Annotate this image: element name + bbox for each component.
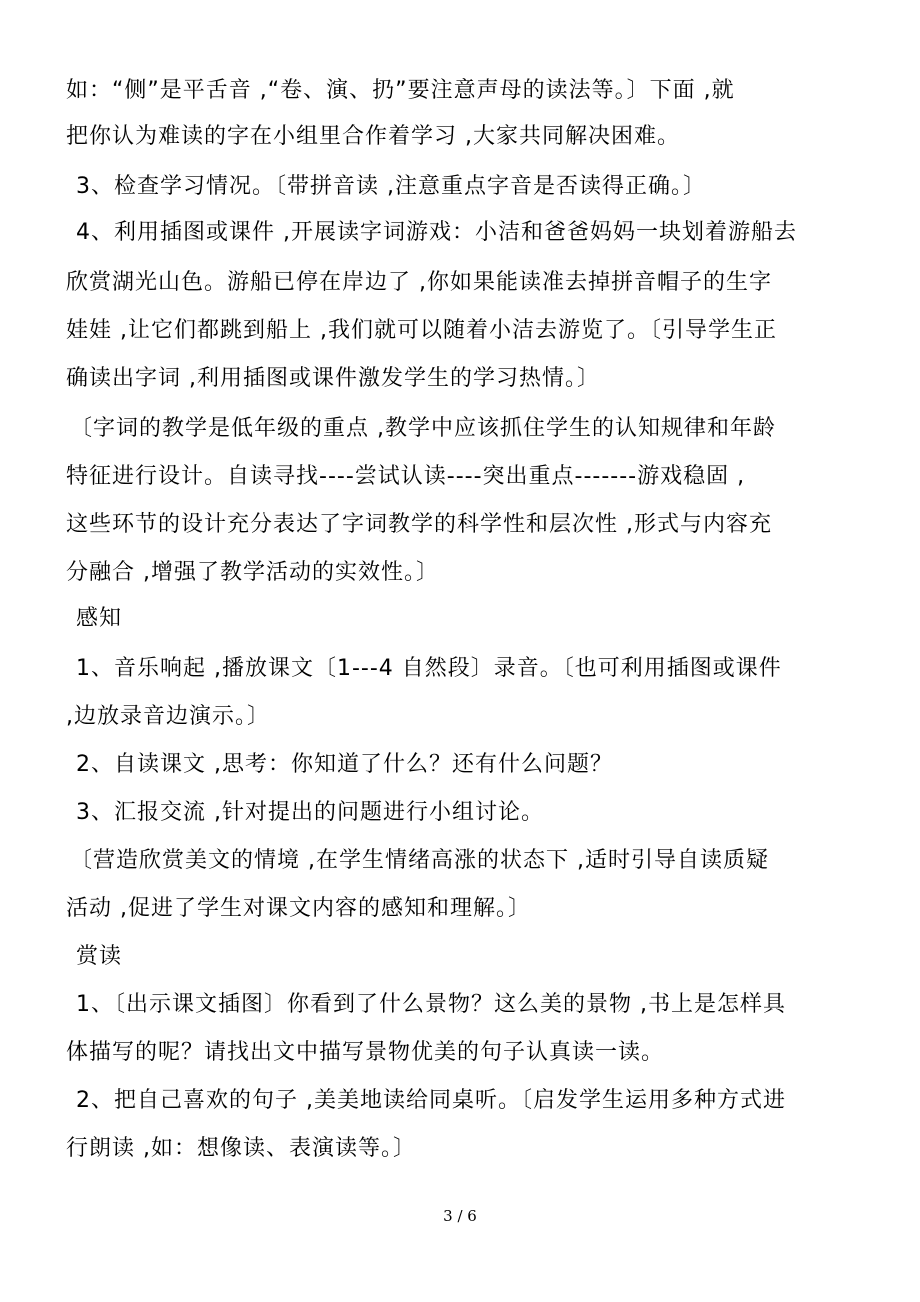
text-line: 〔营造欣赏美文的情境 ,在学生情绪高涨的状态下 ,适时引导自读质疑 [70, 848, 769, 873]
text-line: 体描写的呢？请找出文中描写景物优美的句子认真读一读。 [66, 1040, 665, 1065]
text-line: 特征进行设计。自读寻找----尝试认读----突出重点-------游戏稳固 , [66, 464, 746, 489]
text-line: 2、自读课文 ,思考：你知道了什么？还有什么问题？ [76, 752, 613, 777]
text-line: 欣赏湖光山色。游船已停在岸边了 ,你如果能读准去掉拼音帽子的生字 [66, 270, 772, 295]
text-line: 3、汇报交流 ,针对提出的问题进行小组讨论。 [76, 800, 544, 825]
text-line: 〔字词的教学是低年级的重点 ,教学中应该抓住学生的认知规律和年龄 [70, 416, 776, 441]
text-line: 娃娃 ,让它们都跳到船上 ,我们就可以随着小洁去游览了。〔引导学生正 [66, 318, 777, 343]
text-line: 分融合 ,增强了教学活动的实效性。〕 [66, 560, 439, 585]
text-line: 4、利用插图或课件 ,开展读字词游戏：小洁和爸爸妈妈一块划着游船去 [76, 220, 797, 245]
text-line: 活动 ,促进了学生对课文内容的感知和理解。〕 [66, 896, 531, 921]
text-line: 1、〔出示课文插图〕你看到了什么景物？这么美的景物 ,书上是怎样具 [76, 992, 786, 1017]
text-line: 把你认为难读的字在小组里合作着学习 ,大家共同解决困难。 [66, 124, 680, 149]
section-heading: 感知 [76, 606, 123, 631]
text-line: 行朗读 ,如：想像读、表演读等。〕 [66, 1136, 416, 1161]
page-number: 3 / 6 [443, 1207, 477, 1225]
text-line: 这些环节的设计充分表达了字词教学的科学性和层次性 ,形式与内容充 [66, 512, 772, 537]
text-line: 确读出字词 ,利用插图或课件激发学生的学习热情。〕 [66, 366, 600, 391]
text-line: 如：“侧”是平舌音 ,“卷、演、扔”要注意声母的读法等。〕下面 ,就 [66, 78, 735, 103]
text-line: 1、音乐响起 ,播放课文〔1---4 自然段〕录音。〔也可利用插图或课件 [76, 656, 782, 681]
text-line: 3、检查学习情况。〔带拼音读 ,注意重点字音是否读得正确。〕 [76, 174, 706, 199]
text-line: 2、把自己喜欢的句子 ,美美地读给同桌听。〔启发学生运用多种方式进 [76, 1088, 786, 1113]
text-line: ,边放录音边演示。〕 [66, 704, 270, 729]
section-heading: 赏读 [76, 944, 123, 969]
